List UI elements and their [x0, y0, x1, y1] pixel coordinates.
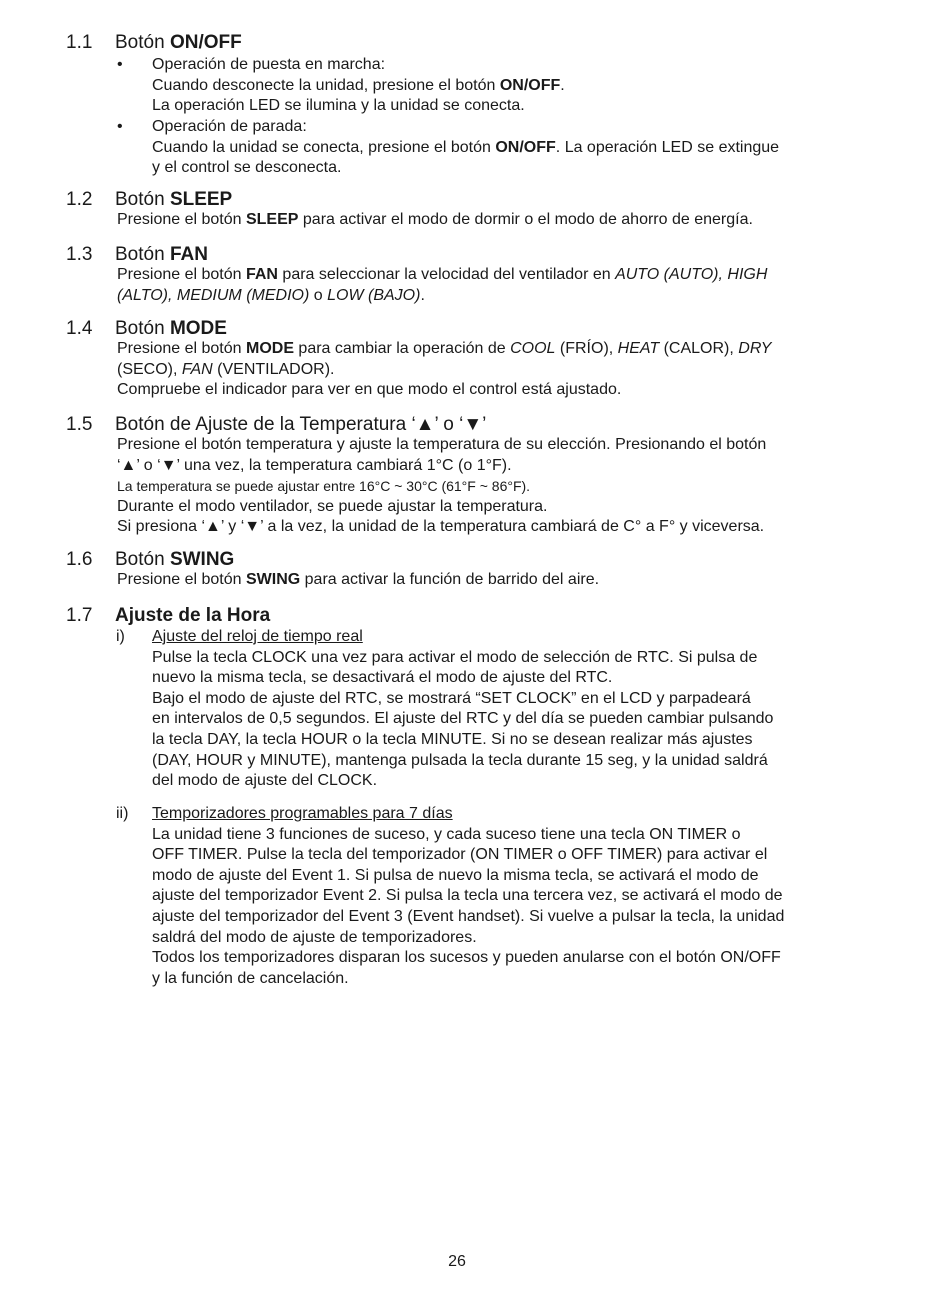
section-heading: Botón SWING — [115, 549, 235, 570]
section-heading: Botón de Ajuste de la Temperatura ‘▲’ o ‘▼’ — [115, 414, 487, 435]
section-body: Presione el botón temperatura y ajuste la temperatura de su elección. Presionando el botón ‘▲’ o ‘▼’ una vez, la temperatura cambiará 1°C (o 1°F). La temperatura se puede ajustar entre 16°C ~ 30°C (61°F ~ 86°F). Durante el modo ventilador, se puede ajustar la temperatura. Si presiona ‘▲’ y ‘▼’ a la vez, la unidad de la temperatura cambiará de C° a F° y viceversa. — [117, 436, 767, 536]
bullet-text-stop: Operación de parada: Cuando la unidad se conecta, presione el botón ON/OFF. La operación LED se extingue y el control se desconecta. — [152, 118, 780, 177]
section-body: Presione el botón FAN para seleccionar la velocidad del ventilador en AUTO (AUTO), HIGH (ALTO), MEDIUM (MEDIO) o LOW (BAJO). — [117, 266, 768, 304]
section-heading: Botón FAN — [115, 244, 208, 265]
section-heading: Botón MODE — [115, 318, 227, 339]
section-number: 1.4 — [66, 318, 93, 339]
section-number: 1.6 — [66, 549, 93, 570]
bullet: • — [117, 56, 123, 73]
page-number: 26 — [448, 1253, 466, 1270]
section-body: Presione el botón SWING para activar la función de barrido del aire. — [117, 571, 600, 588]
list-marker: i) — [116, 628, 125, 645]
bullet-text-start: Operación de puesta en marcha: Cuando desconecte la unidad, presione el botón ON/OFF. La operación LED se ilumina y la unidad se conecta. — [152, 56, 565, 115]
section-body: Presione el botón SLEEP para activar el modo de dormir o el modo de ahorro de energía. — [117, 211, 753, 228]
section-number: 1.7 — [66, 605, 93, 626]
list-marker: ii) — [116, 805, 129, 822]
section-number: 1.5 — [66, 414, 93, 435]
section-number: 1.1 — [66, 32, 93, 53]
bullet: • — [117, 118, 123, 135]
section-number: 1.2 — [66, 189, 93, 210]
subsection-title: Ajuste del reloj de tiempo real — [152, 628, 363, 645]
subsection-title: Temporizadores programables para 7 días — [152, 805, 453, 822]
section-body: Presione el botón MODE para cambiar la operación de COOL (FRÍO), HEAT (CALOR), DRY (SECO), FAN (VENTILADOR). Compruebe el indicador para ver en que modo el control está ajustado. — [117, 340, 772, 399]
section-heading: Botón ON/OFF — [115, 32, 242, 53]
section-heading: Botón SLEEP — [115, 189, 233, 210]
section-number: 1.3 — [66, 244, 93, 265]
section-heading: Ajuste de la Hora — [115, 605, 271, 626]
subsection-timers: Temporizadores programables para 7 días La unidad tiene 3 funciones de suceso, y cada suceso tiene una tecla ON TIMER o OFF TIMER. Pulse la tecla del temporizador (ON TIMER o OFF TIMER) para activar el modo de ajuste del Event 1. Si pulsa de nuevo la misma tecla, se activará el modo de ajuste del temporizador Event 2. Si pulsa la tecla una tercera vez, se activará el modo de ajuste del temporizador del Event 3 (Event handset). Si vuelve a pulsar la tecla, la unidad saldrá del modo de ajuste de temporizadores. Todos los temporizadores disparan los sucesos y pueden anularse con el botón ON/OFF y la función de cancelación. — [152, 804, 852, 989]
subsection-rtc: Ajuste del reloj de tiempo real Pulse la tecla CLOCK una vez para activar el modo de selección de RTC. Si pulsa de nuevo la misma tecla, se desactivará el modo de ajuste del RTC. Bajo el modo de ajuste del RTC, se mostrará “SET CLOCK” en el LCD y parpadeará en intervalos de 0,5 segundos. El ajuste del RTC y del día se pueden cambiar pulsando la tecla DAY, la tecla HOUR o la tecla MINUTE. Si no se desean realizar más ajustes (DAY, HOUR y MINUTE), mantenga pulsada la tecla durante 15 seg, y la unidad saldrá del modo de ajuste del CLOCK. — [152, 627, 852, 792]
